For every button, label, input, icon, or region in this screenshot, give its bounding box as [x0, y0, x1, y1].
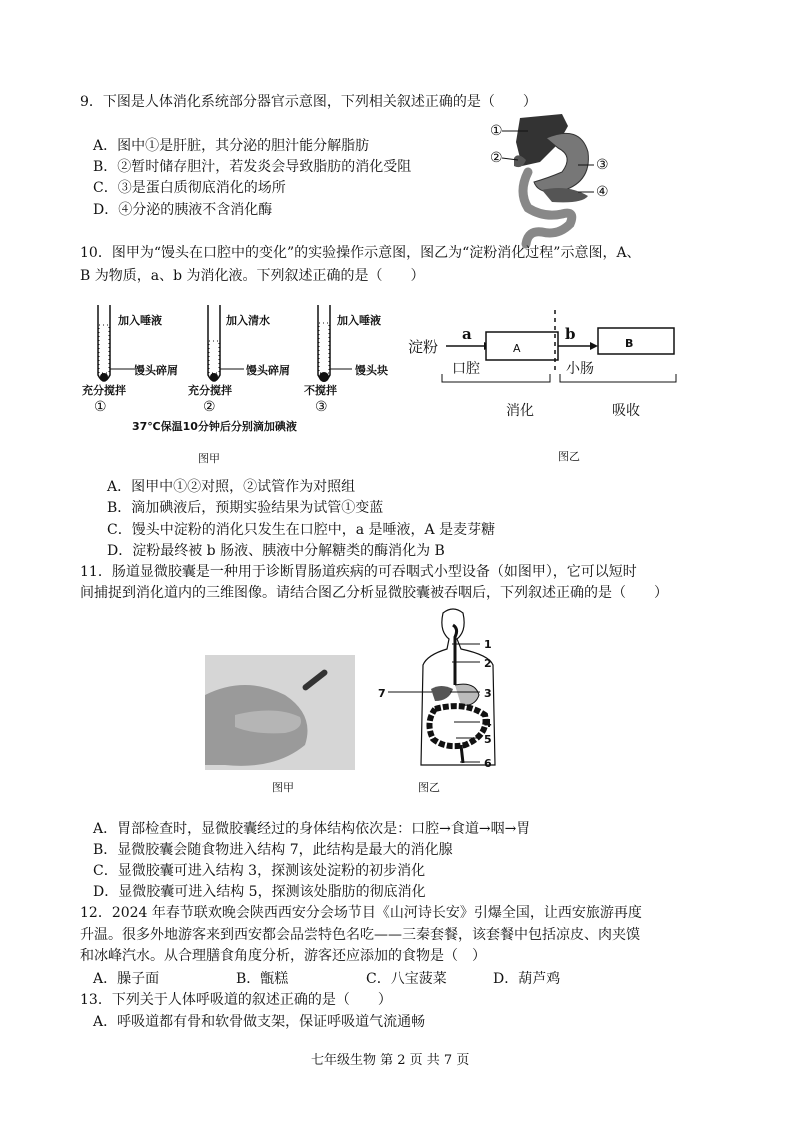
q13-option-a: A．呼吸道都有骨和软骨做支架，保证呼吸道气流通畅 — [93, 1014, 426, 1030]
q9-label-2: ② — [490, 150, 503, 166]
page-footer: 七年级生物 第 2 页 共 7 页 — [311, 1053, 470, 1068]
q12-option-c: C．八宝菠菜 — [366, 971, 447, 987]
q10-option-c: C．馒头中淀粉的消化只发生在口腔中，a 是唾液，A 是麦芽糖 — [107, 522, 496, 538]
q11-stem-line2: 间捕捉到消化道内的三维图像。请结合图乙分析显微胶囊被吞咽后，下列叙述正确的是（ ） — [80, 585, 668, 601]
substance-b-label: B — [625, 337, 634, 350]
structure-3-label: 3 — [484, 687, 492, 700]
tube1-number: ① — [94, 399, 107, 415]
mouth-label: 口腔 — [452, 361, 480, 377]
structure-5-label: 5 — [484, 733, 492, 746]
digestion-label: 消化 — [506, 403, 534, 419]
substance-a-label: A — [513, 342, 521, 355]
small-intestine-label: 小肠 — [566, 361, 594, 377]
q12-option-d: D．葫芦鸡 — [493, 971, 561, 987]
q12-stem-line1: 12．2024 年春节联欢晚会陕西西安分会场节目《山河诗长安》引爆全国，让西安旅游再度 — [80, 905, 642, 921]
structure-7-label: 7 — [378, 687, 386, 700]
q10-option-b: B．滴加碘液后，预期实验结果为试管①变蓝 — [107, 500, 384, 516]
tube2-add-label: 加入清水 — [226, 314, 270, 327]
tube1-add-label: 加入唾液 — [118, 314, 162, 327]
q10-option-a: A．图甲中①②对照，②试管作为对照组 — [107, 479, 356, 495]
tube-3 — [318, 305, 330, 382]
q12-stem-line2: 升温。很多外地游客来到西安都会品尝特色名吃——三秦套餐，该套餐中包括凉皮、肉夹馍 — [80, 927, 640, 943]
incubation-note: 37℃保温10分钟后分别滴加碘液 — [132, 420, 297, 433]
q9-label-1: ① — [490, 123, 503, 139]
q11-stem-line1: 11．肠道显微胶囊是一种用于诊断胃肠道疾病的可吞咽式小型设备（如图甲），它可以短时 — [80, 564, 637, 580]
starch-label: 淀粉 — [408, 338, 439, 356]
q9-option-a: A．图中①是肝脏，其分泌的胆汁能分解脂肪 — [93, 138, 370, 154]
q10-stem-line2: B 为物质，a、b 为消化液。下列叙述正确的是（ ） — [80, 268, 425, 284]
q9-label-3: ③ — [596, 157, 609, 173]
tube-1 — [98, 305, 110, 381]
structure-2-label: 2 — [484, 657, 492, 670]
tube1-sample-label: 馒头碎屑 — [134, 364, 178, 377]
tube3-number: ③ — [315, 399, 328, 415]
tube3-add-label: 加入唾液 — [337, 314, 381, 327]
q11-figure-jia-caption: 图甲 — [272, 781, 294, 794]
figure-jia-caption: 图甲 — [198, 452, 220, 465]
digestive-organs-figure — [488, 112, 618, 252]
digestive-tract-leaders — [380, 640, 490, 770]
q13-stem: 13．下列关于人体呼吸道的叙述正确的是（ ） — [80, 992, 392, 1008]
absorption-label: 吸收 — [612, 403, 640, 419]
tube3-sample-label: 馒头块 — [355, 364, 388, 377]
q9-option-c: C．③是蛋白质彻底消化的场所 — [93, 180, 286, 196]
q11-option-b: B．显微胶囊会随食物进入结构 7，此结构是最大的消化腺 — [93, 842, 453, 858]
q9-option-b: B．②暂时储存胆汁，若发炎会导致脂肪的消化受阻 — [93, 159, 412, 175]
structure-4-label: 4 — [484, 717, 492, 730]
q12-option-b: B．甑糕 — [236, 971, 289, 987]
q9-stem: 9．下图是人体消化系统部分器官示意图，下列相关叙述正确的是（ ） — [80, 94, 537, 110]
tube3-stir-label: 不搅拌 — [304, 384, 337, 397]
q9-option-d: D．④分泌的胰液不含消化酶 — [93, 202, 273, 218]
q10-option-d: D．淀粉最终被 b 肠液、胰液中分解糖类的酶消化为 B — [107, 543, 445, 559]
juice-a-label: a — [462, 325, 472, 343]
tube2-number: ② — [203, 399, 216, 415]
q11-option-d: D．显微胶囊可进入结构 5，探测该处脂肪的彻底消化 — [93, 884, 426, 900]
structure-1-label: 1 — [484, 638, 492, 651]
figure-yi-caption: 图乙 — [558, 450, 580, 463]
tube-2 — [208, 305, 220, 381]
q9-label-4: ④ — [596, 184, 609, 200]
tube1-stir-label: 充分搅拌 — [82, 384, 126, 397]
q11-option-a: A．胃部检查时，显微胶囊经过的身体结构依次是：口腔→食道→咽→胃 — [93, 821, 531, 837]
capsule-photo — [205, 655, 355, 770]
structure-6-label: 6 — [484, 757, 492, 770]
q11-figure-yi-caption: 图乙 — [418, 781, 440, 794]
juice-b-label: b — [565, 325, 576, 343]
tube2-sample-label: 馒头碎屑 — [246, 364, 290, 377]
q11-option-c: C．显微胶囊可进入结构 3，探测该处淀粉的初步消化 — [93, 863, 426, 879]
tube2-stir-label: 充分搅拌 — [188, 384, 232, 397]
q10-stem-line1: 10．图甲为“馒头在口腔中的变化”的实验操作示意图，图乙为“淀粉消化过程”示意图，A、 — [80, 245, 641, 261]
q12-option-a: A．臊子面 — [93, 971, 160, 987]
q12-stem-line3: 和冰峰汽水。从合理膳食角度分析，游客还应添加的食物是（ ） — [80, 948, 486, 964]
